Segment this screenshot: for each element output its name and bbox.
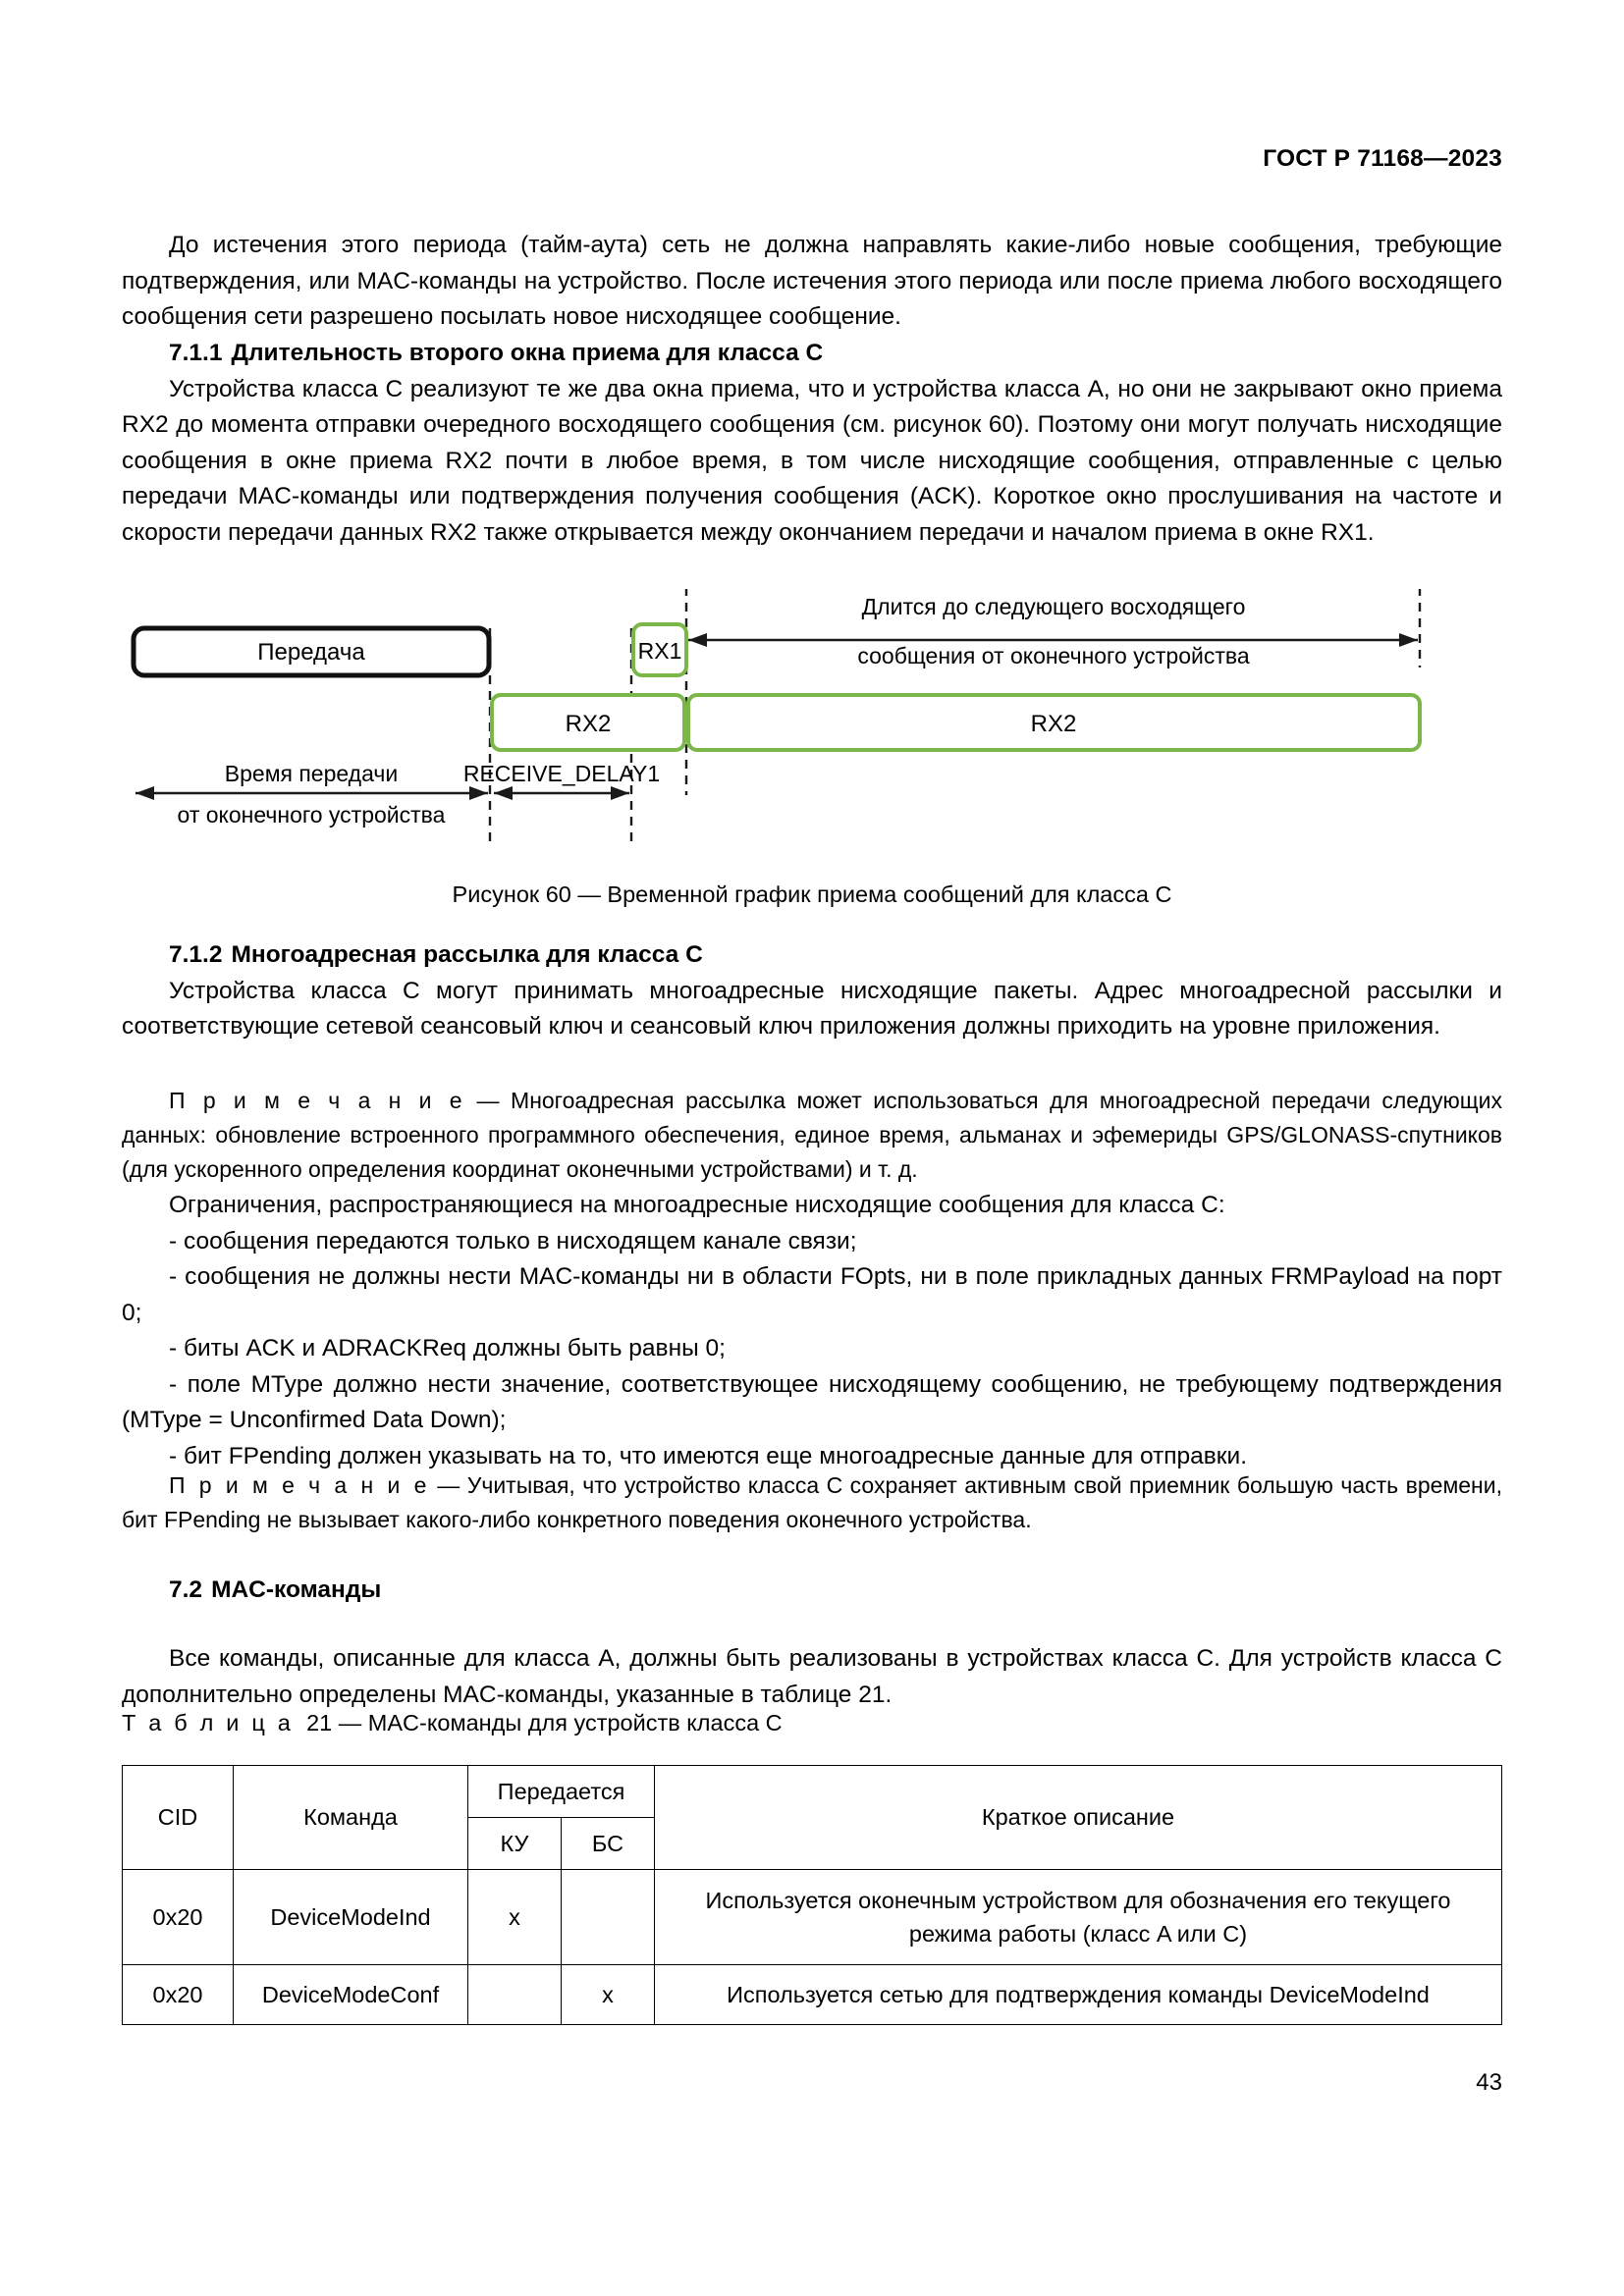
top-span-arrow-head-right [1399,633,1418,647]
table-cell-description: Используется сетью для подтверждения команды DeviceModeInd [655,1965,1502,2025]
paragraph-72-body: Все команды, описанные для класса A, должны быть реализованы в устройствах класса C. Для устройств класса C дополнительно определены MAC-команды, указанные в таблице 21. [122,1645,1502,1708]
table-cell-command: DeviceModeConf [234,1965,468,2025]
heading-712-number: 7.1.2 [169,941,223,968]
block-rx2-short-label: RX2 [565,711,612,737]
note-2-block [122,1468,1502,1537]
annotation-top-line2: сообщения от оконечного устройства [857,643,1250,668]
note-1-label: П р и м е ч а н и е [169,1088,466,1113]
table-row [123,1965,1502,2025]
table-21-body [123,1870,1502,2025]
block-rx2-long-label: RX2 [1030,711,1077,737]
heading-712 [122,937,1502,974]
table-21-head-row-1 [123,1766,1502,1818]
heading-72-number: 7.2 [169,1576,203,1603]
block-rx1-label: RX1 [637,638,682,664]
section-72-block [122,1573,1502,1609]
annotation-tx-time-line2: от оконечного устройства [177,802,446,828]
figure-60 [122,589,1502,907]
heading-72-text: MAC-команды [211,1576,382,1603]
restriction-item-5: - бит FPending должен указывать на то, что имеются еще многоадресные данные для отправки. [169,1442,1248,1469]
table-21-caption [122,1710,783,1736]
paragraph-711-body: Устройства класса C реализуют те же два окна приема, что и устройства класса A, но они не закрывают окно приема RX2 до момента отправки очередного восходящего сообщения (см. рисунок 60). Поэтому они могут получать нисходящие сообщения в окне приема RX2 почти в любое время, в том числе нисходящие сообщения, отправленные с целью передачи MAC-команды или подтверждения получения сообщения (ACK). Короткое окно прослушивания на частоте и скорости передачи данных RX2 также открывается между окончанием передачи и началом приема в окне RX1. [122,375,1502,546]
section-72-body-block [122,1641,1502,1713]
table-21-caption-number: 21 [306,1710,333,1735]
paragraph-712-body: Устройства класса C могут принимать многоадресные нисходящие пакеты. Адрес многоадресной рассылки и соответствующие сетевой сеансовый ключ и сеансовый ключ приложения должны приходить на уровне приложения. [122,977,1502,1040]
note-2-text: Учитывая, что устройство класса C сохраняет активным свой приемник большую часть времени, бит FPending не вызывает какого-либо конкретного поведения оконечного устройства. [122,1472,1502,1532]
restrictions-lead: Ограничения, распространяющиеся на многоадресные нисходящие сообщения для класса C: [169,1192,1225,1218]
table-row [123,1870,1502,1965]
table-21-header-transmitted: Передается [468,1766,655,1818]
table-21-caption-prefix: Т а б л и ц а [122,1710,295,1735]
restriction-item-3: - биты ACK и ADRACKReq должны быть равны 0; [169,1335,726,1362]
table-21-caption-text: — MAC-команды для устройств класса C [332,1710,783,1735]
page-header-standard-id: ГОСТ Р 71168—2023 [1263,145,1502,172]
receive-delay-arrow-head-left [494,786,513,800]
table-21-header-bs: БС [562,1818,655,1870]
restrictions-block [122,1188,1502,1474]
annotation-top-line1: Длится до следующего восходящего [861,594,1246,619]
table-21-header-description: Краткое описание [655,1766,1502,1870]
note-2-label: П р и м е ч а н и е [169,1472,430,1498]
annotation-receive-delay: RECEIVE_DELAY1 [462,761,661,786]
table-cell-bs [562,1870,655,1965]
annotation-tx-time-line1: Время передачи [224,761,399,786]
tx-time-arrow-head-right [469,786,488,800]
top-span-arrow-head-left [688,633,707,647]
note-1-block [122,1084,1502,1187]
page-number: 43 [1476,2069,1502,2096]
block-transmit-label: Передача [257,639,365,666]
heading-712-text: Многоадресная рассылка для класса C [231,941,703,968]
section-711-block [122,336,1502,551]
table-21-head [123,1766,1502,1870]
paragraph-intro: До истечения этого периода (тайм-аута) сеть не должна направлять какие-либо новые сообщения, требующие подтверждения, или MAC-команды на устройство. После истечения этого периода или после приема любого восходящего сообщения сети разрешено посылать новое нисходящее сообщение. [122,232,1502,330]
table-21-mac-commands [122,1765,1502,2025]
note-1-dash: — [465,1088,512,1113]
table-cell-ku: х [468,1870,562,1965]
table-21-header-command: Команда [234,1766,468,1870]
note-1-text: Многоадресная рассылка может использоваться для многоадресной передачи следующих данных: обновление встроенного программного обеспечения, единое время, альманах и эфемериды GPS/GLONASS-спутников (для ускоренного определения координат оконечными устройствами) и т. д. [122,1088,1503,1182]
table-cell-command: DeviceModeInd [234,1870,468,1965]
table-21-header-ku: КУ [468,1818,562,1870]
heading-72 [122,1573,1502,1609]
heading-711-text: Длительность второго окна приема для класса C [231,340,824,366]
figure-60-caption: Рисунок 60 — Временной график приема сообщений для класса C [452,881,1172,907]
heading-711 [122,336,1502,372]
table-21-header-cid: CID [123,1766,234,1870]
tx-time-arrow-head-left [135,786,154,800]
figure-60-diagram [122,589,1502,874]
note-2-dash: — [429,1472,467,1498]
paragraph-intro-block [122,228,1502,336]
restriction-item-2: - сообщения не должны нести MAC-команды ни в области FOpts, ни в поле прикладных данных FRMPayload на порт 0; [122,1263,1502,1326]
table-cell-ku [468,1965,562,2025]
table-cell-cid: 0x20 [123,1965,234,2025]
note-1 [122,1084,1502,1187]
receive-delay-arrow-head-right [611,786,629,800]
note-2 [122,1468,1502,1537]
table-cell-bs: х [562,1965,655,2025]
table-cell-cid: 0x20 [123,1870,234,1965]
heading-711-number: 7.1.1 [169,340,223,366]
restriction-item-4: - поле MType должно нести значение, соответствующее нисходящему сообщению, не требующему подтверждения (MType = Unconfirmed Data Down); [122,1370,1502,1433]
table-cell-description: Используется оконечным устройством для обозначения его текущего режима работы (класс A или C) [655,1870,1502,1965]
restriction-item-1: - сообщения передаются только в нисходящем канале связи; [169,1227,857,1255]
section-712-block [122,937,1502,1045]
